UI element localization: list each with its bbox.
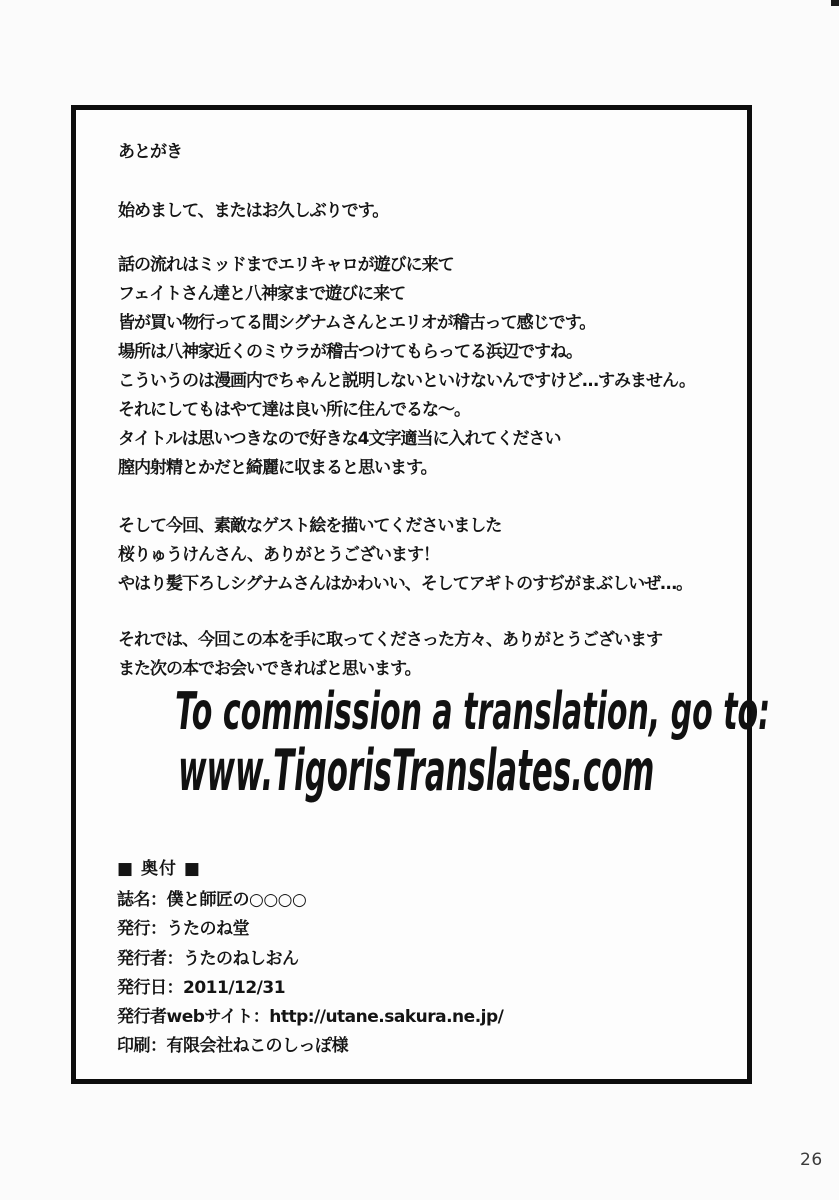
colophon-printer: 印刷：有限会社ねこのしっぽ様 xyxy=(117,1036,348,1057)
closing-line: また次の本でお会いできればと思います。 xyxy=(118,658,421,679)
story-notes-line: それにしてもはやて達は良い所に住んでるな〜。 xyxy=(118,400,470,420)
story-notes-line: 場所は八神家近くのミウラが稽古つけてもらってる浜辺ですね。 xyxy=(118,342,582,362)
commission-website-url xyxy=(76,738,747,805)
commission-url-text: www.TigorisTranslates.com xyxy=(178,738,655,805)
scan-artifact-mark xyxy=(831,0,839,6)
guest-thanks-line: 桜りゅうけんさん、ありがとうございます！ xyxy=(118,545,440,565)
story-notes-paragraph xyxy=(118,251,695,483)
colophon-publisher: 発行：うたのね堂 xyxy=(117,919,249,940)
colophon-details xyxy=(117,886,503,1062)
colophon-header: ■ 奥付 ■ xyxy=(117,859,201,879)
closing-paragraph xyxy=(118,626,662,683)
afterword-title: あとがき xyxy=(118,142,182,162)
story-notes-line: 皆が買い物行ってる間シグナムさんとエリオが稽古って感じです。 xyxy=(118,313,596,333)
story-notes-line: フェイトさん達と八神家まで遊びに来て xyxy=(118,284,406,304)
story-notes-line: 膣内射精とかだと綺麗に収まると思います。 xyxy=(118,458,437,478)
commission-call-to-action xyxy=(76,682,771,742)
colophon-website: 発行者webサイト：http://utane.sakura.ne.jp/ xyxy=(117,1007,504,1028)
colophon-publish-date: 発行日：2011/12/31 xyxy=(117,977,286,998)
story-notes-line: 話の流れはミッドまでエリキャロが遊びに来て xyxy=(118,255,454,275)
afterword-intro: 始めまして、またはお久しぶりです。 xyxy=(118,201,389,221)
afterword-frame xyxy=(71,105,771,1084)
page-number: 26 xyxy=(800,1150,823,1170)
guest-thanks-line: やはり髪下ろしシグナムさんはかわいい、そしてアギトのすぢがまぶしいぜ…。 xyxy=(118,574,693,594)
colophon-book-title: 誌名：僕と師匠の○○○○ xyxy=(117,890,307,910)
story-notes-line: タイトルは思いつきなので好きな4文字適当に入れてください xyxy=(118,429,561,449)
guest-thanks-line: そして今回、素敵なゲスト絵を描いてくださいました xyxy=(118,516,502,536)
colophon-author: 発行者：うたのねしおん xyxy=(117,948,299,969)
guest-thanks-paragraph xyxy=(118,512,692,599)
closing-line: それでは、今回この本を手に取ってくださった方々、ありがとうございます xyxy=(118,630,662,650)
commission-text: To commission a translation, go to: xyxy=(175,682,771,742)
story-notes-line: こういうのは漫画内でちゃんと説明しないといけないんですけど…すみません。 xyxy=(118,371,696,391)
